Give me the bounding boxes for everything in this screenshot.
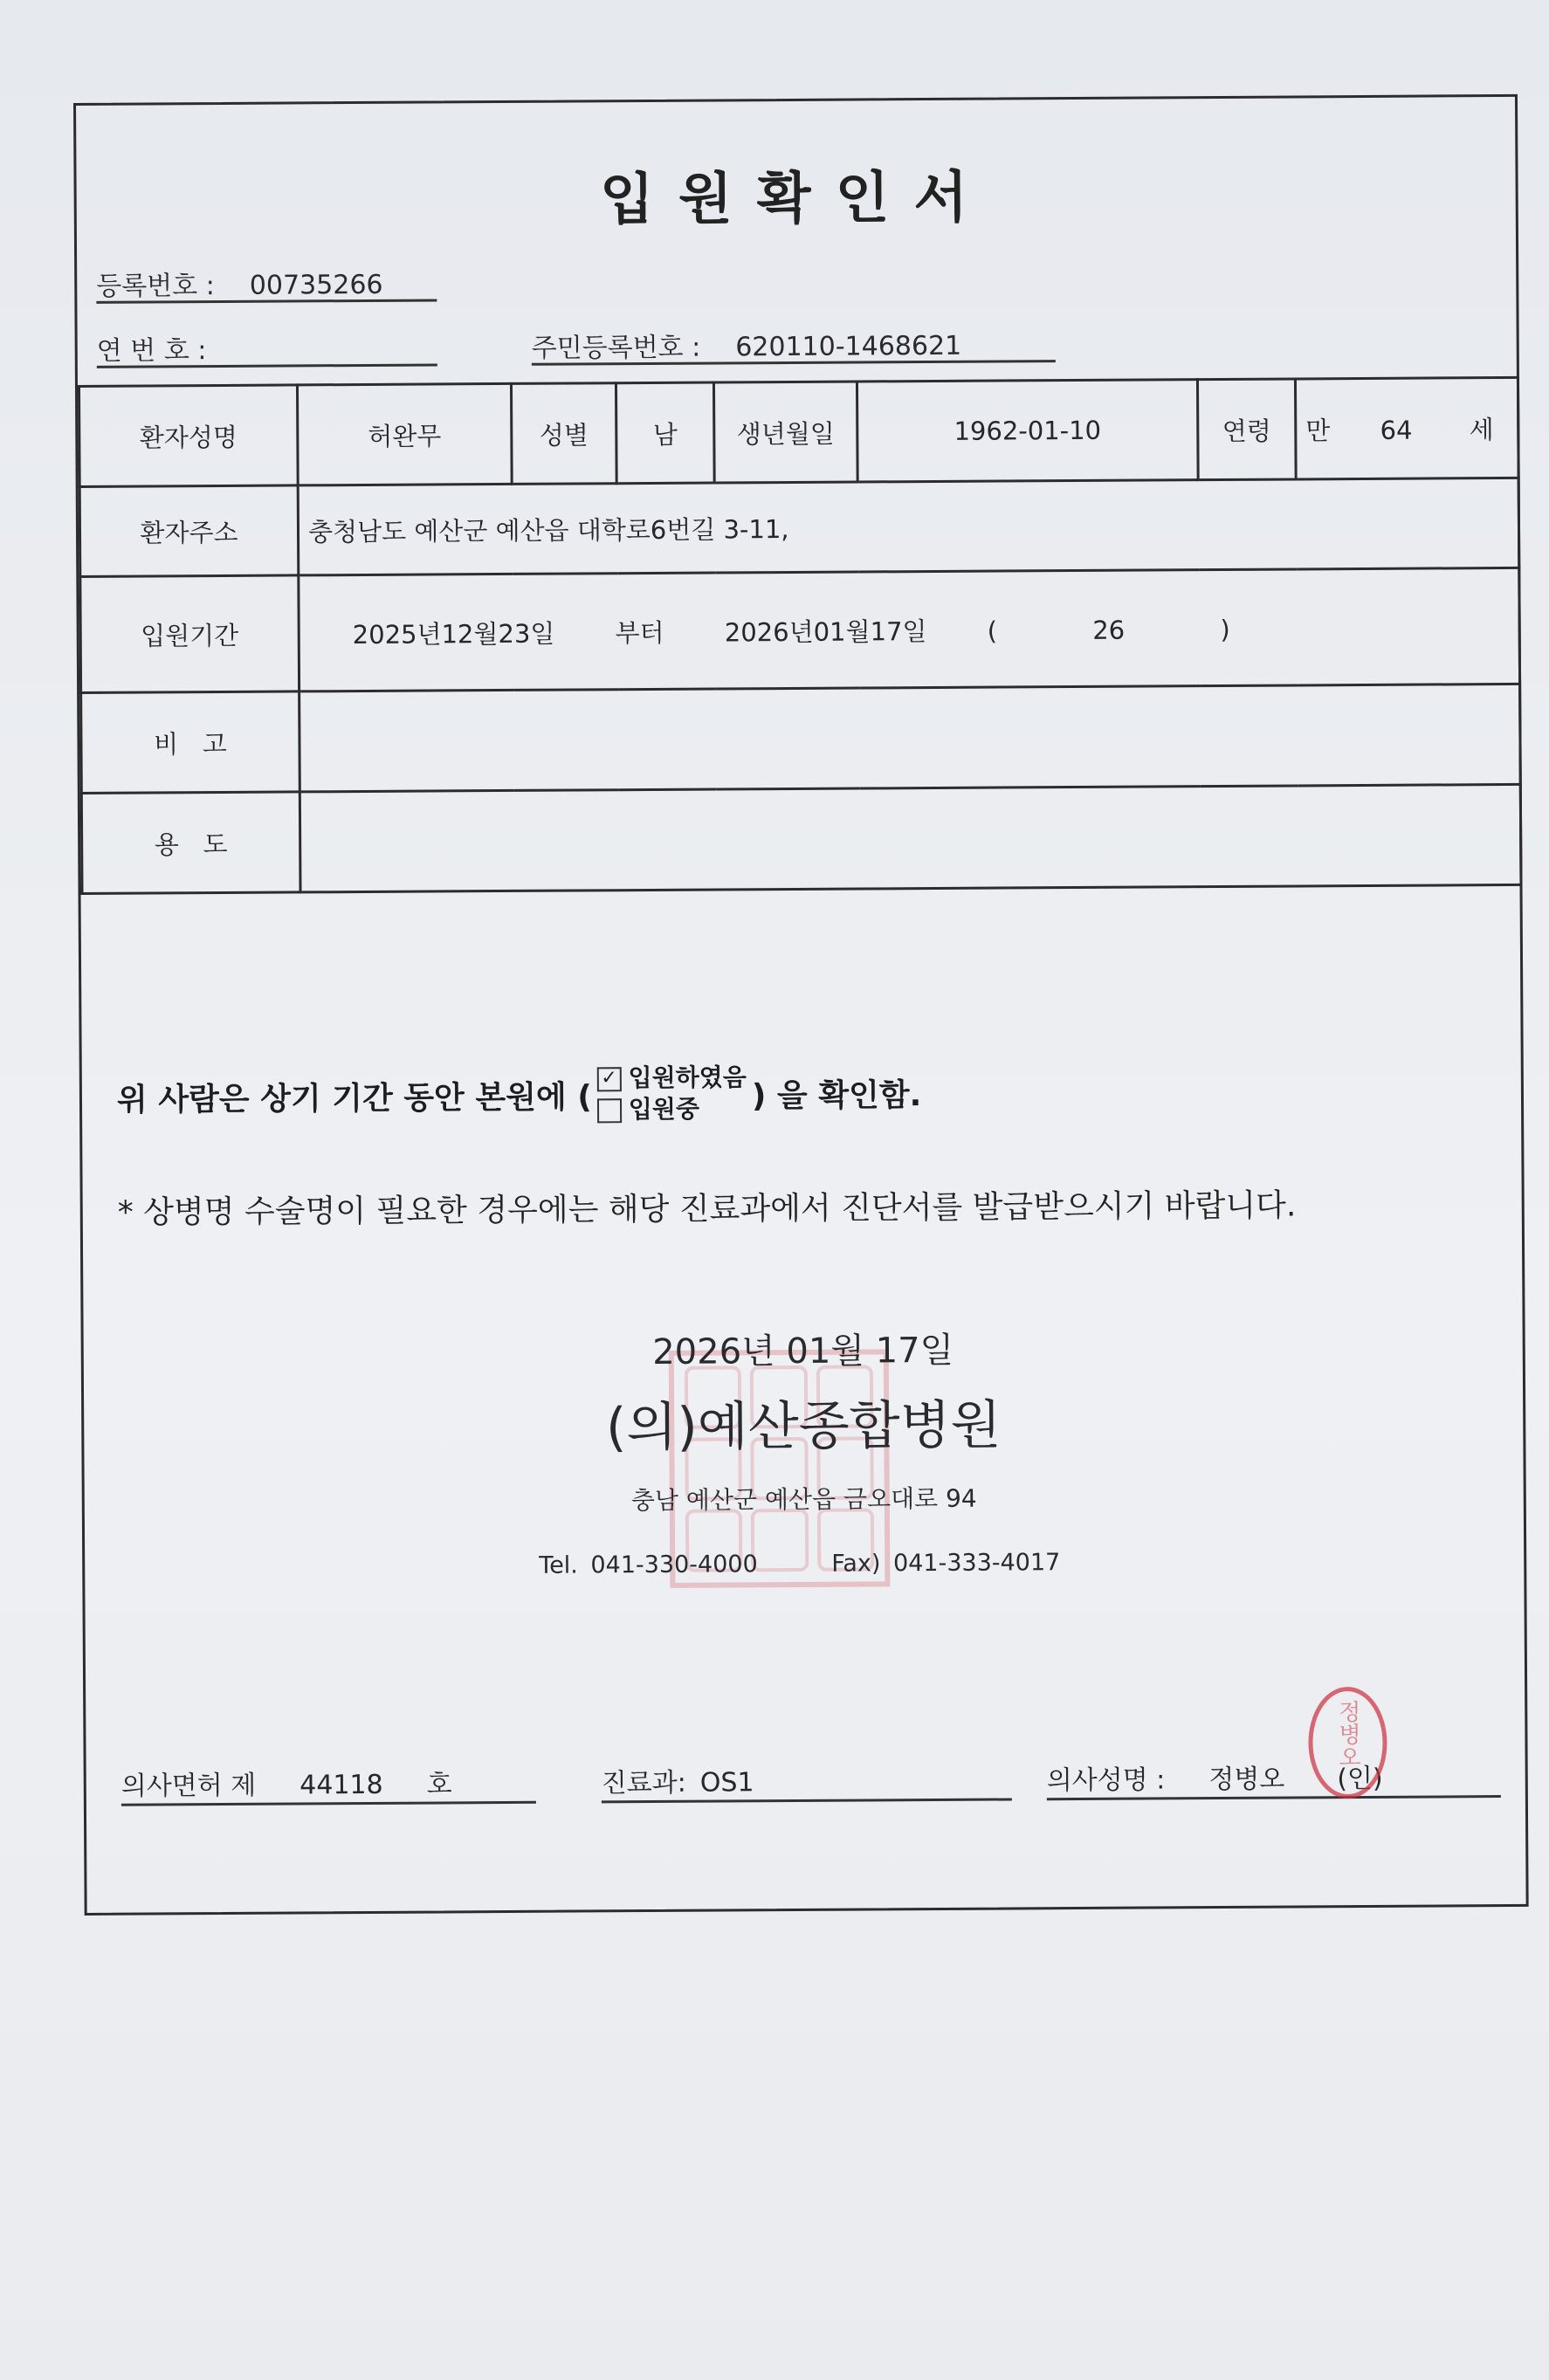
birth-label: 생년월일 — [713, 382, 857, 483]
statement-prefix: 위 사람은 상기 기간 동안 본원에 ( — [116, 1078, 592, 1118]
address-value: 충청남도 예산군 예산읍 대학로6번길 3-11, — [298, 478, 1519, 575]
serial-line — [97, 328, 242, 368]
confirmation-statement — [117, 1061, 922, 1129]
license-number: 44118 — [299, 1769, 383, 1801]
option-inpatient — [597, 1093, 747, 1125]
age-value: 64 — [1380, 415, 1413, 445]
age-label: 연령 — [1197, 379, 1296, 480]
status-options — [596, 1062, 747, 1125]
period-from: 2025년12월23일 — [352, 618, 555, 650]
doctor-name: 정병오 — [1208, 1764, 1285, 1796]
resident-label: 주민등록번호 : — [531, 332, 701, 364]
department-label: 진료과: — [601, 1767, 686, 1799]
registration-number: 00735266 — [249, 269, 383, 301]
registration-line — [96, 263, 383, 303]
row-period — [80, 567, 1520, 692]
fax-label: Fax) — [831, 1550, 881, 1578]
patient-name-label: 환자성명 — [79, 385, 298, 487]
row-address — [79, 478, 1519, 576]
period-open-paren: ( — [987, 616, 998, 646]
serial-label: 연 번 호 : — [96, 335, 207, 367]
row-patient-basic — [79, 377, 1518, 486]
address-label: 환자주소 — [79, 485, 299, 577]
tel-label: Tel. — [539, 1551, 578, 1579]
license-suffix: 호 — [426, 1769, 452, 1800]
issue-date: 2026년 01월 17일 — [652, 1330, 954, 1372]
row-remark — [81, 684, 1521, 793]
hospital-name: (의)예산종합병원 — [605, 1394, 1002, 1459]
patient-info-table — [78, 376, 1523, 895]
sex-value: 남 — [616, 382, 714, 484]
tel-number: 041-330-4000 — [590, 1551, 758, 1579]
sex-label: 성별 — [511, 383, 616, 485]
age-prefix: 만 — [1305, 415, 1331, 445]
age-cell — [1295, 377, 1518, 479]
fax-number: 041-333-4017 — [892, 1549, 1061, 1578]
period-days: 26 — [1092, 615, 1126, 645]
birth-value: 1962-01-10 — [857, 380, 1198, 482]
option-inpatient-label: 입원중 — [628, 1094, 700, 1125]
patient-name-value: 허완무 — [297, 383, 512, 485]
seal-mark: (인) — [1337, 1763, 1383, 1795]
purpose-value — [299, 784, 1521, 892]
doctor-seal-text: 정병오 — [1334, 1700, 1361, 1769]
period-from-word: 부터 — [615, 617, 664, 648]
row-purpose — [81, 784, 1521, 893]
period-label: 입원기간 — [80, 575, 299, 693]
period-cell — [299, 567, 1520, 691]
age-suffix: 세 — [1469, 414, 1494, 444]
department-value: OS1 — [699, 1767, 754, 1799]
period-close-paren: ) — [1220, 614, 1230, 644]
resident-line — [532, 324, 962, 365]
license-field — [121, 1762, 452, 1802]
document-title: 입원확인서 — [599, 165, 993, 233]
purpose-label: 용 도 — [81, 792, 300, 894]
doctor-label: 의사성명 : — [1046, 1764, 1166, 1797]
period-to: 2026년01월17일 — [724, 616, 927, 647]
department-field — [602, 1760, 754, 1799]
statement-suffix: ) 을 확인함. — [751, 1077, 922, 1114]
hospital-address: 충남 예산군 예산읍 금오대로 94 — [630, 1483, 977, 1516]
option-admitted-label: 입원하였음 — [628, 1063, 747, 1093]
resident-number: 620110-1468621 — [735, 330, 962, 363]
hospital-contact — [539, 1549, 1060, 1579]
remark-label: 비 고 — [81, 691, 300, 794]
option-admitted — [596, 1062, 746, 1094]
registration-label: 등록번호 : — [96, 271, 215, 302]
checked-box-icon[interactable]: ✓ — [597, 1067, 622, 1091]
remark-value — [299, 684, 1521, 792]
license-label: 의사면허 제 — [120, 1770, 257, 1802]
diagnosis-note: * 상병명 수술명이 필요한 경우에는 해당 진료과에서 진단서를 발급받으시기 바랍니다. — [117, 1187, 1297, 1231]
unchecked-box-icon[interactable] — [597, 1098, 622, 1123]
certificate-frame — [73, 94, 1529, 1916]
doctor-seal-stamp — [1308, 1687, 1387, 1799]
